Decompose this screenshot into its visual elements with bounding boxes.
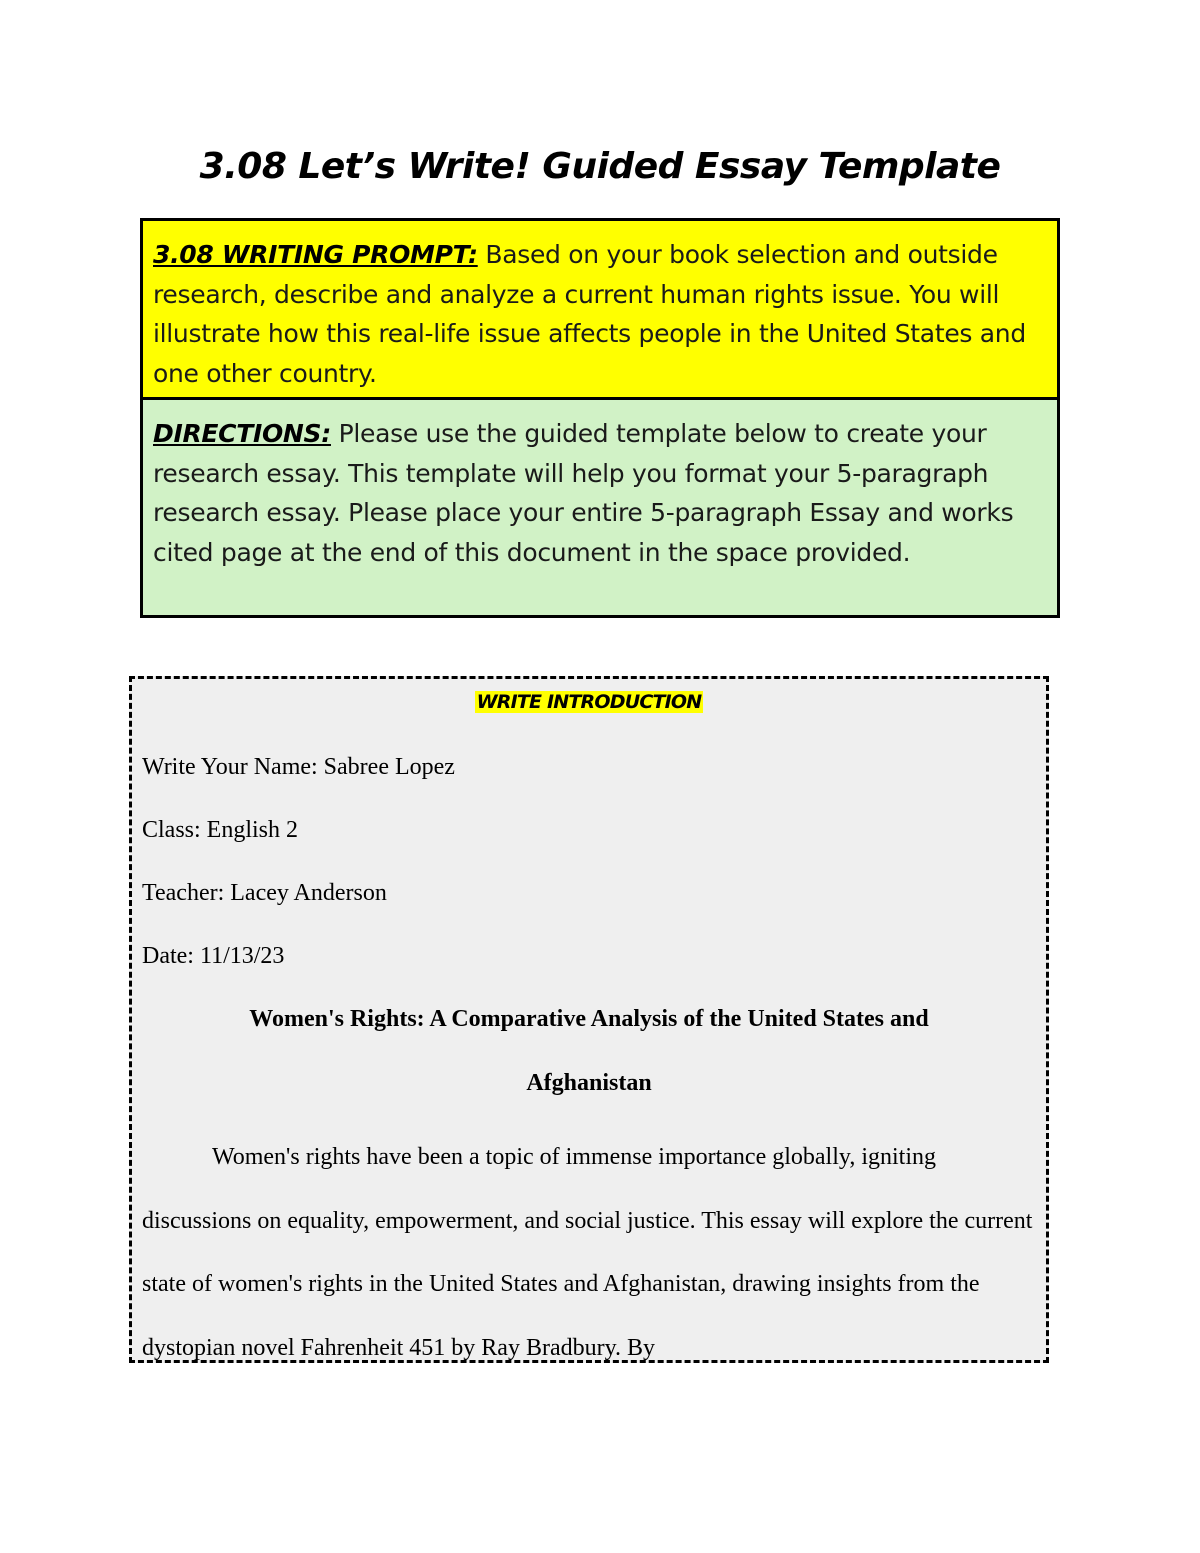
essay-title-line-1: Women's Rights: A Comparative Analysis of the United States and	[249, 1006, 929, 1032]
essay-title-line-2: Afghanistan	[526, 1070, 652, 1096]
writing-prompt-box	[140, 218, 1060, 400]
writing-prompt-label: 3.08 WRITING PROMPT:	[153, 240, 478, 269]
directions-text: Please use the guided template below to create your research essay. This template will help you format your 5-paragraph research essay. Please place your entire 5-paragraph Essay and works cited page at the end of this document in the space provided.	[153, 419, 1014, 567]
essay-body-paragraph	[142, 1126, 1036, 1363]
write-introduction-label: WRITE INTRODUCTION	[476, 691, 702, 713]
writing-prompt-text: Based on your book selection and outside research, describe and analyze a current human rights issue. You will illustrate how this real-life issue affects people in the United States and one other country.	[153, 240, 1026, 388]
class-line: Class: English 2	[142, 817, 299, 843]
teacher-line: Teacher: Lacey Anderson	[142, 880, 387, 906]
section-label-wrapper	[132, 691, 1046, 713]
student-name-line: Write Your Name: Sabree Lopez	[142, 754, 455, 780]
date-line: Date: 11/13/23	[142, 943, 285, 969]
directions-label: DIRECTIONS:	[153, 419, 331, 448]
directions-box	[140, 397, 1060, 618]
essay-body-text: Women's rights have been a topic of immense importance globally, igniting discussions on equality, empowerment, and social justice. This essay will explore the current state of women's rights in the United States and Afghanistan, drawing insights from the dystopian novel Fahrenheit 451 by Ray Bradbury. By	[142, 1144, 1033, 1361]
page-title: 3.08 Let’s Write! Guided Essay Template	[199, 146, 1001, 187]
essay-introduction-box[interactable]	[129, 676, 1049, 1363]
